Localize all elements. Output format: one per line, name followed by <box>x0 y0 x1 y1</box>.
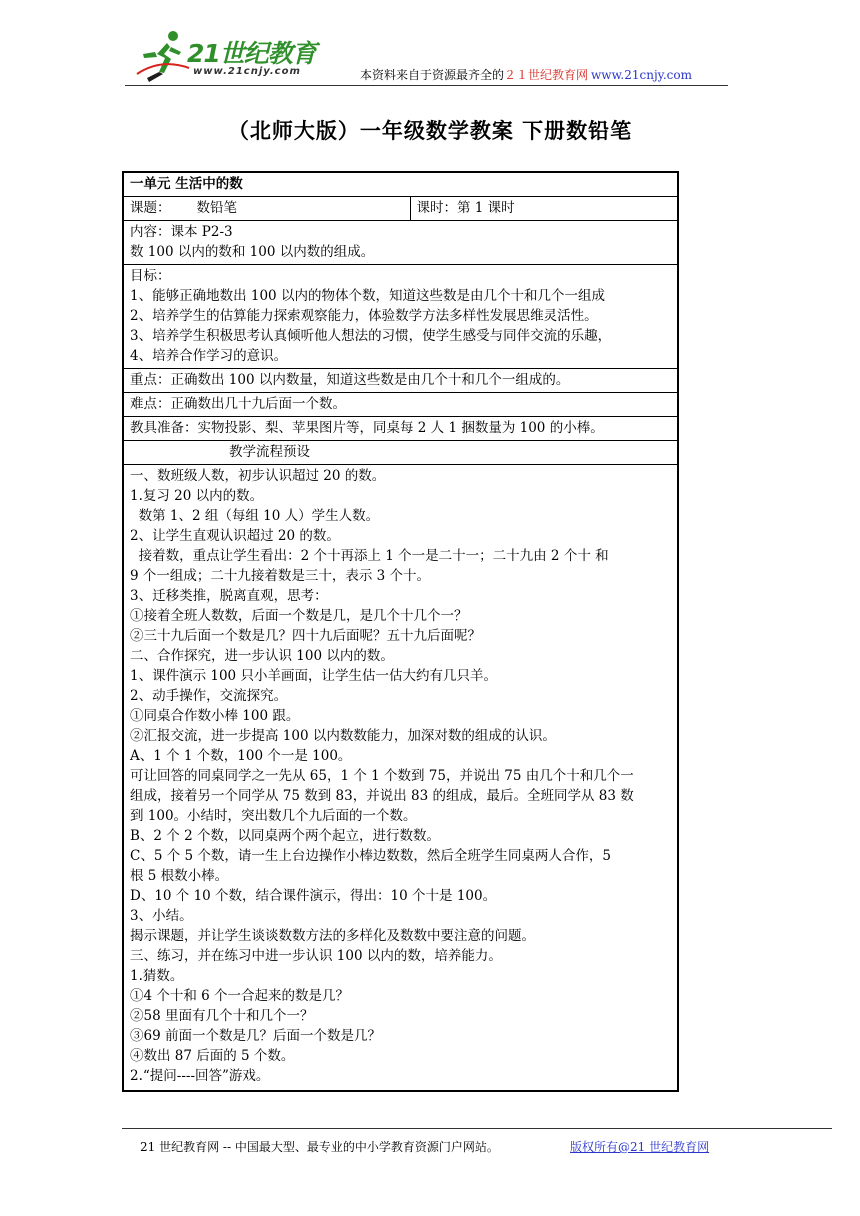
flow-heading-cell <box>123 441 678 465</box>
document-title: （北师大版）一年级数学教案 下册数铅笔 <box>227 118 633 143</box>
flow-line: ②58 里面有几个十和几个一？ <box>130 1008 314 1024</box>
flow-line: ④数出 87 后面的 5 个数。 <box>130 1048 295 1064</box>
content-row <box>123 221 678 265</box>
flow-line: ②三十九后面一个数是几？四十九后面呢？五十九后面呢？ <box>130 628 481 644</box>
key-point-row <box>123 369 678 393</box>
goal-line: 目标： <box>130 268 171 284</box>
materials-row <box>123 417 678 441</box>
site-logo <box>135 28 335 84</box>
flow-line: 1、课件演示 100 只小羊画面，让学生估一估大约有几只羊。 <box>130 668 497 684</box>
flow-line: 二、合作探究，进一步认识 100 以内的数。 <box>130 648 394 664</box>
difficulty-cell: 难点：正确数出几十九后面一个数。 <box>123 393 678 417</box>
flow-line: 3、迁移类推，脱离直观，思考： <box>130 588 328 604</box>
difficulty-row <box>123 393 678 417</box>
flow-line: ②汇报交流，进一步提高 100 以内数数能力，加深对数的组成的认识。 <box>130 728 556 744</box>
header-note <box>360 66 692 83</box>
flow-line: 1.猜数。 <box>130 968 184 984</box>
flow-line: 接着数，重点让学生看出：2 个十再添上 1 个一是二十一；二十九由 2 个十 和 <box>130 548 609 564</box>
period-cell: 课时：第 1 课时 <box>410 197 678 221</box>
materials-cell: 教具准备：实物投影、梨、苹果图片等，同桌每 2 人 1 捆数量为 100 的小棒。 <box>123 417 678 441</box>
flow-line: 可让回答的同桌同学之一先从 65，1 个 1 个数到 75，并说出 75 由几个十和几个一 <box>130 768 634 784</box>
flow-line: 到 100。小结时，突出数几个九后面的一个数。 <box>130 808 417 824</box>
flow-line: ①接着全班人数数，后面一个数是几，是几个十几个一？ <box>130 608 468 624</box>
content-line: 内容：课本 P2-3 <box>130 224 233 240</box>
topic-row <box>123 197 678 221</box>
flow-line: 一、数班级人数，初步认识超过 20 的数。 <box>130 468 386 484</box>
header-note-prefix: 本资料来自于资源最齐全的 <box>360 68 505 82</box>
goal-line: 3、培养学生积极思考认真倾听他人想法的习惯，使学生感受与同伴交流的乐趣， <box>130 328 612 344</box>
goals-cell <box>123 265 678 369</box>
flow-line: D、10 个 10 个数，结合课件演示，得出：10 个十是 100。 <box>130 888 497 904</box>
unit-cell: 一单元 生活中的数 <box>123 172 678 197</box>
topic-cell <box>123 197 410 221</box>
header-site-link[interactable]: ２１世纪教育网 <box>504 68 589 82</box>
flow-line: ③69 前面一个数是几？后面一个数是几？ <box>130 1028 381 1044</box>
flow-cell <box>123 465 678 1092</box>
runner-logo-icon <box>135 28 191 84</box>
goal-line: 1、能够正确地数出 100 以内的物体个数，知道这些数是由几个十和几个一组成 <box>130 288 605 304</box>
footer-divider <box>122 1128 832 1129</box>
flow-line: ①4 个十和 6 个一合起来的数是几？ <box>130 988 350 1004</box>
flow-line: 揭示课题，并让学生谈谈数数方法的多样化及数数中要注意的问题。 <box>130 928 535 944</box>
goals-row <box>123 265 678 369</box>
header-divider <box>125 85 728 86</box>
flow-line: 三、练习，并在练习中进一步认识 100 以内的数，培养能力。 <box>130 948 502 964</box>
flow-line: 组成，接着另一个同学从 75 数到 83，并说出 83 的组成，最后。全班同学从 83 数 <box>130 788 634 804</box>
flow-heading: 教学流程预设 <box>229 444 310 460</box>
flow-line: A、1 个 1 个数，100 个一是 100。 <box>130 748 352 764</box>
flow-line: C、5 个 5 个数，请一生上台边操作小棒边数数，然后全班学生同桌两人合作，5 <box>130 848 611 864</box>
logo-brand-text: 21世纪教育 <box>187 39 316 68</box>
flow-line: 3、小结。 <box>130 908 193 924</box>
content-line: 数 100 以内的数和 100 以内数的组成。 <box>130 244 375 260</box>
flow-line: 9 个一组成；二十九接着数是三十，表示 3 个十。 <box>130 568 431 584</box>
flow-row <box>123 465 678 1092</box>
goal-line: 2、培养学生的估算能力探索观察能力，体验数学方法多样性发展思维灵活性。 <box>130 308 598 324</box>
lesson-plan-table <box>122 171 679 1092</box>
flow-line: 数第 1、2 组（每组 10 人）学生人数。 <box>130 508 380 524</box>
key-point-cell: 重点：正确数出 100 以内数量，知道这些数是由几个十和几个一组成的。 <box>123 369 678 393</box>
flow-line: 根 5 根数小棒。 <box>130 868 229 884</box>
flow-line: B、2 个 2 个数，以同桌两个两个起立，进行数数。 <box>130 828 440 844</box>
topic-value: 数铅笔 <box>196 200 237 216</box>
header-url-link[interactable]: www.21cnjy.com <box>591 68 692 82</box>
flow-line: 2、动手操作，交流探究。 <box>130 688 288 704</box>
footer-text: 21 世纪教育网 -- 中国最大型、最专业的中小学教育资源门户网站。 <box>140 1140 499 1154</box>
content-cell <box>123 221 678 265</box>
flow-heading-row <box>123 441 678 465</box>
topic-label: 课题： <box>130 200 171 216</box>
goal-line: 4、培养合作学习的意识。 <box>130 348 288 364</box>
footer-copyright-link[interactable]: 版权所有@21 世纪教育网 <box>570 1140 710 1154</box>
unit-row <box>123 172 678 197</box>
flow-line: ①同桌合作数小棒 100 跟。 <box>130 708 300 724</box>
flow-line: 1.复习 20 以内的数。 <box>130 488 264 504</box>
logo-url-text: www.21cnjy.com <box>193 66 301 77</box>
flow-line: 2、让学生直观认识超过 20 的数。 <box>130 528 340 544</box>
flow-line: 2.“提问----回答”游戏。 <box>130 1068 270 1084</box>
